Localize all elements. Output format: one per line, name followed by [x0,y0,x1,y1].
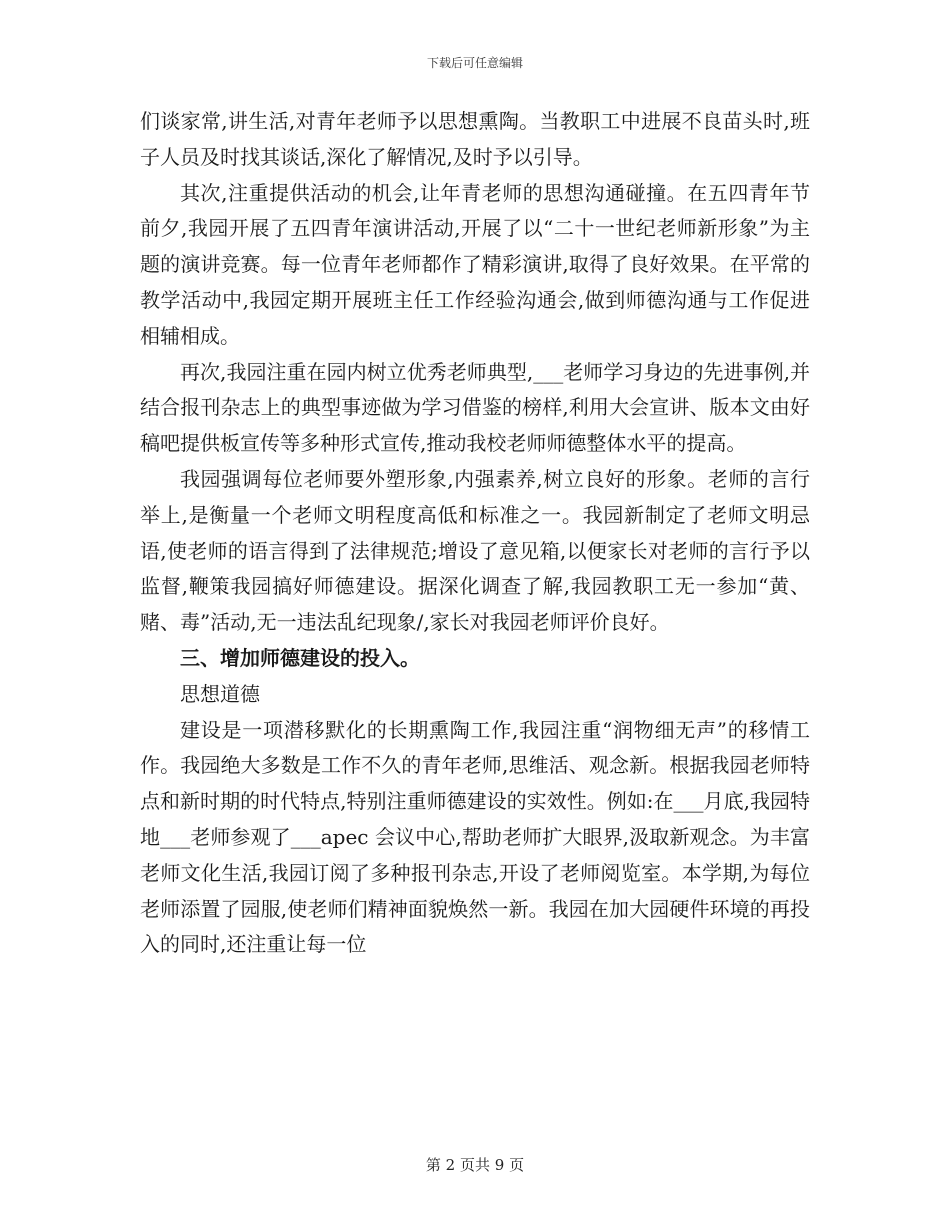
paragraph-2: 其次,注重提供活动的机会,让年青老师的思想沟通碰撞。在五四青年节前夕,我园开展了五四青年演讲活动,开展了以“二十一世纪老师新形象”为主题的演讲竞赛。每一位青年老师都作了精彩演讲,取得了良好效果。在平常的教学活动中,我园定期开展班主任工作经验沟通会,做到师德沟通与工作促进相辅相成。 [140,180,810,348]
paragraph-5: 思想道德 [180,681,260,706]
paragraph-3: 再次,我园注重在园内树立优秀老师典型,___老师学习身边的先进事例,并结合报刊杂志上的典型事迹做为学习借鉴的榜样,利用大会宣讲、版本文由好稿吧提供板宣传等多种形式宣传,推动我校老师师德整体水平的提高。 [140,359,810,456]
page-header: 下载后可任意编辑 [426,56,523,70]
paragraph-1: 们谈家常,讲生活,对青年老师予以思想熏陶。当教职工中进展不良苗头时,班子人员及时找其谈话,深化了解情况,及时予以引导。 [140,109,810,169]
section-heading: 三、增加师德建设的投入。 [180,645,420,670]
paragraph-6: 建设是一项潜移默化的长期熏陶工作,我园注重“润物细无声”的移情工作。我园绝大多数是工作不久的青年老师,思维活、观念新。根据我园老师特点和新时期的时代特点,特别注重师德建设的实效性。例如:在___月底,我园特地___老师参观了___apec 会议中心,帮助老师扩大眼界,汲取新观念。为丰富老师文化生活,我园订阅了多种报刊杂志,开设了老师阅览室。本学期,为每位老师添置了园服,使老师们精神面貌焕然一新。我园在加大园硬件环境的再投入的同时,还注重让每一位 [140,717,810,957]
paragraph-4: 我园强调每位老师要外塑形象,内强素养,树立良好的形象。老师的言行举上,是衡量一个老师文明程度高低和标准之一。我园新制定了老师文明忌语,使老师的语言得到了法律规范;增设了意见箱,以便家长对老师的言行予以监督,鞭策我园搞好师德建设。据深化调查了解,我园教职工无一参加“黄、赌、毒”活动,无一违法乱纪现象/,家长对我园老师评价良好。 [140,466,810,635]
page-footer: 第 2 页共 9 页 [425,1156,525,1174]
document-body [140,104,810,963]
